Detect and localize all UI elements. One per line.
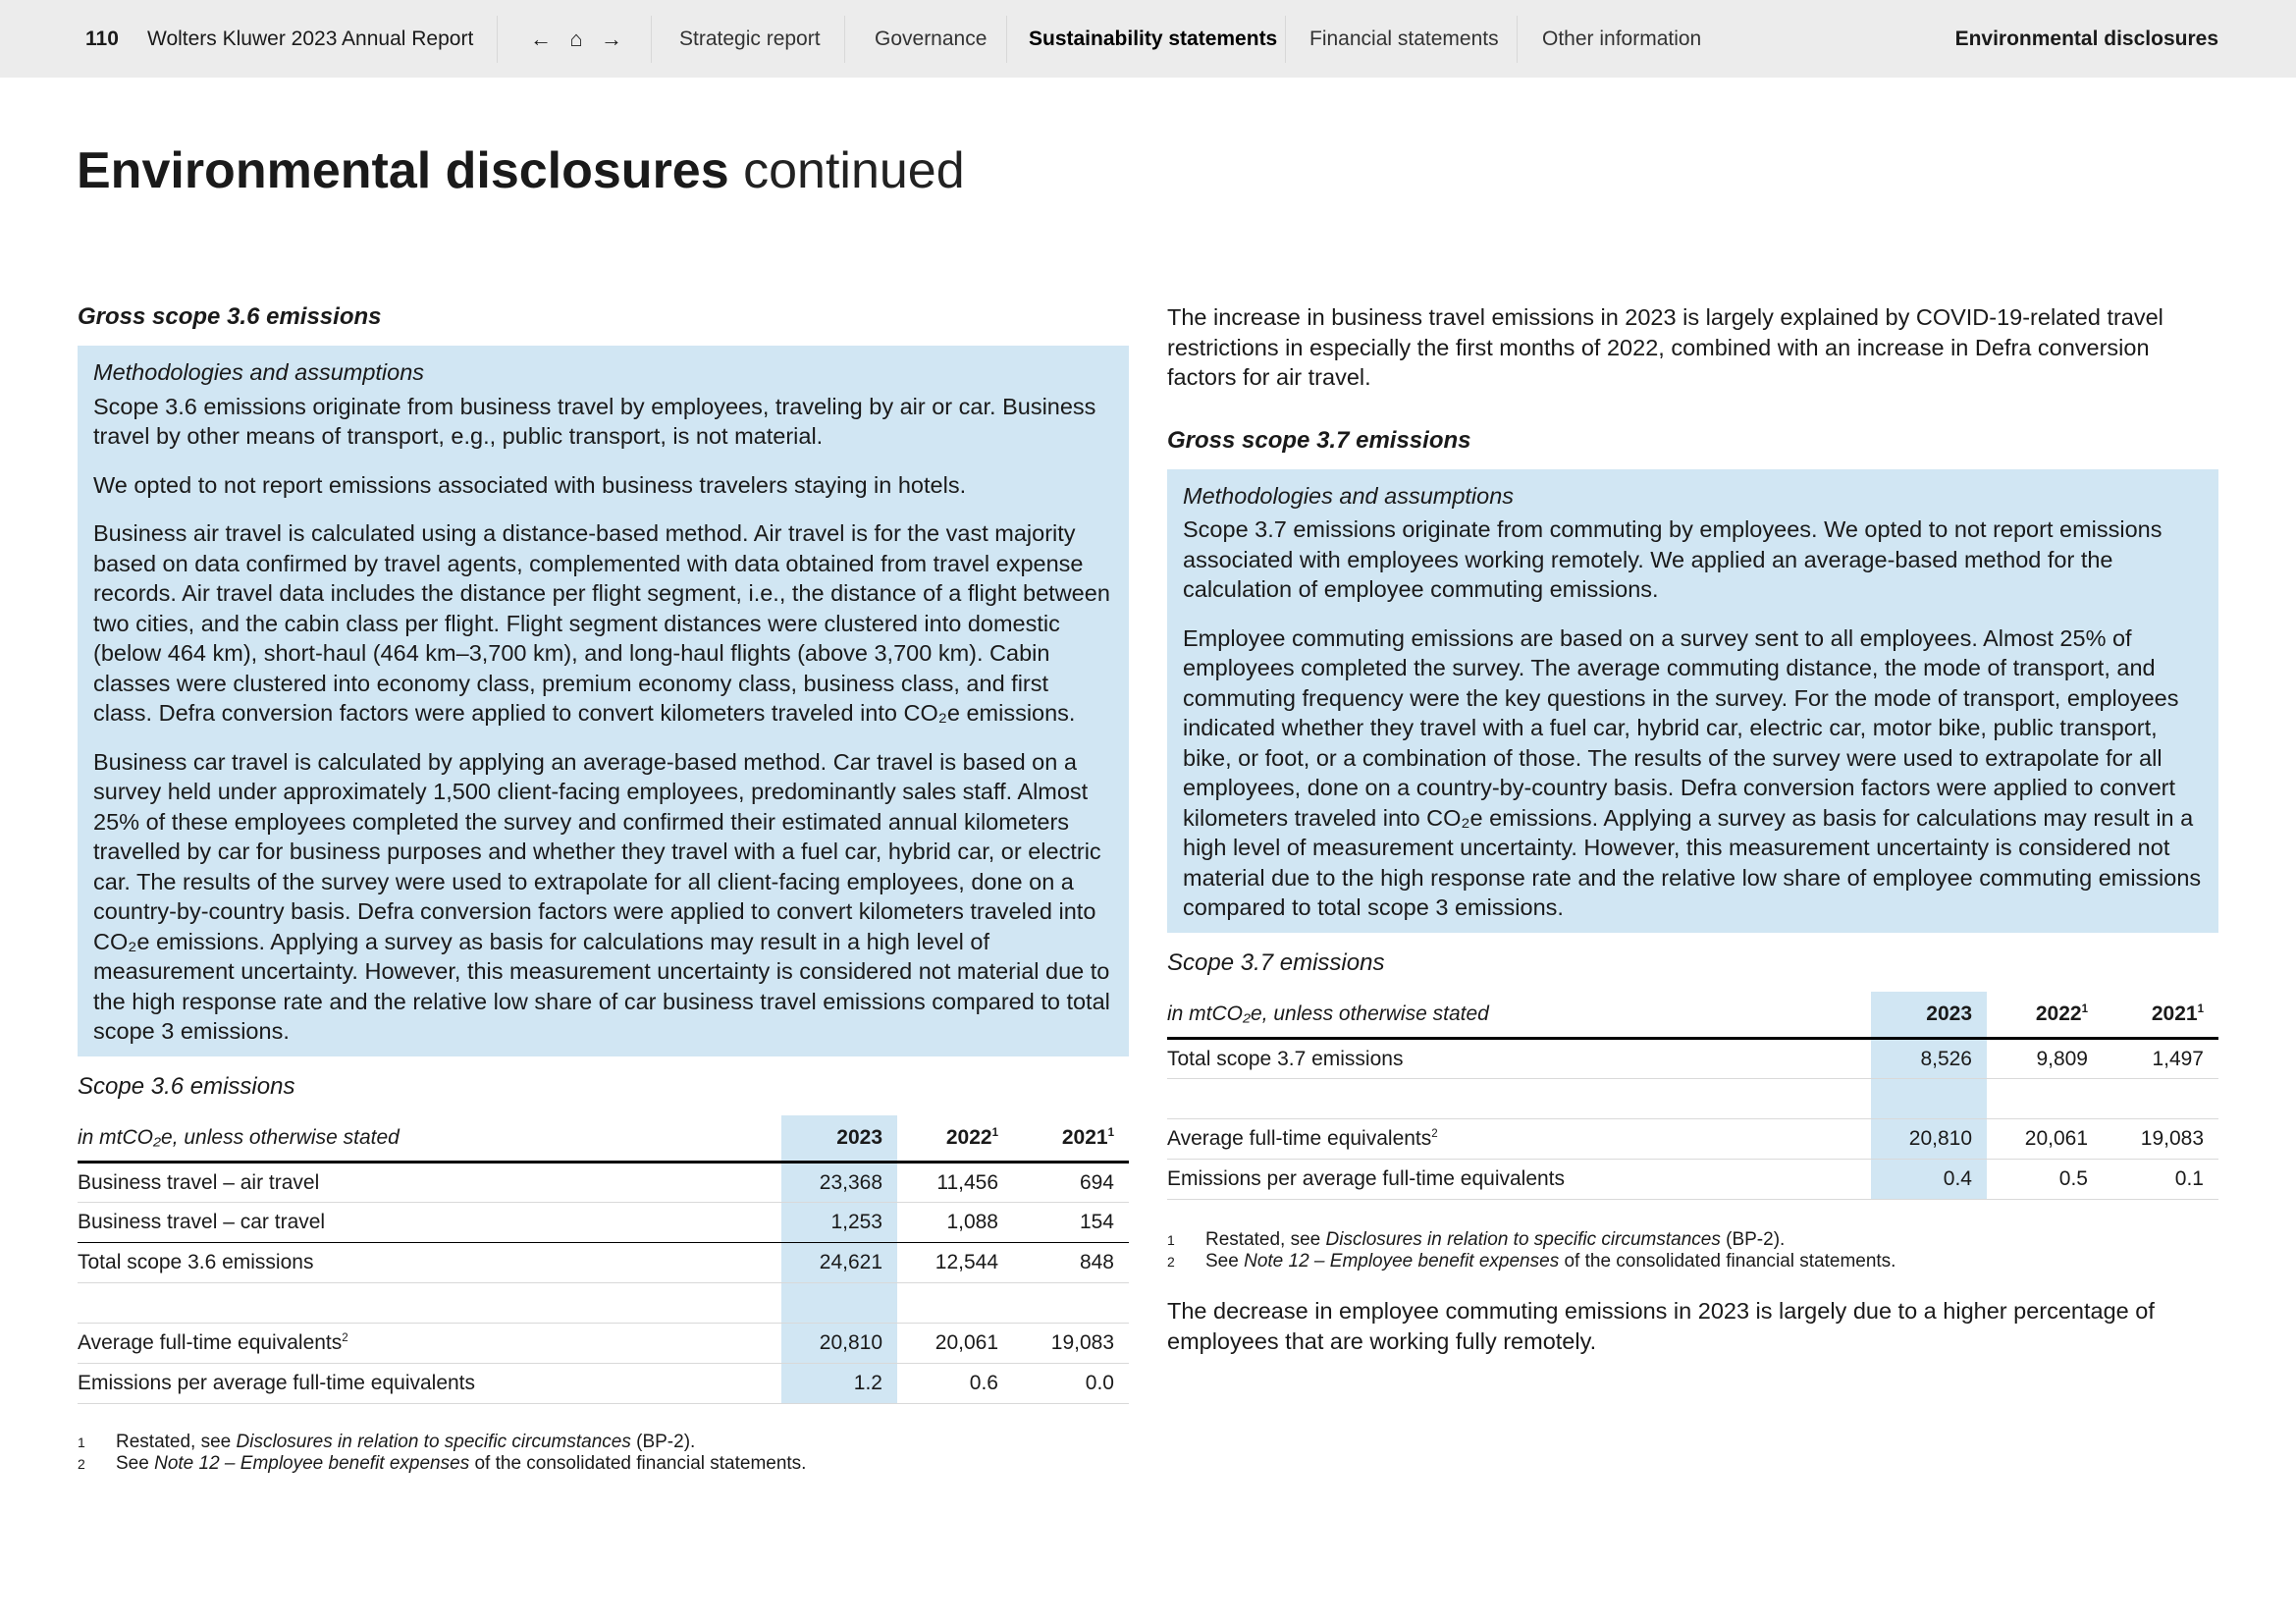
page-title [77,139,965,202]
footnote-reference-link[interactable]: Disclosures in relation to specific circumstances [236,1432,631,1452]
table-spacer-row [78,1283,1129,1324]
table-row: Emissions per average full-time equivalents 1.2 0.6 0.0 [78,1364,1129,1404]
table-title-scope-3-6: Scope 3.6 emissions [78,1072,295,1100]
column-header-2021: 2021$^1$ [2103,992,2218,1039]
page-title-suffix: continued [728,142,965,199]
nav-other-information[interactable]: Other information [1542,27,1702,50]
divider [497,16,498,63]
divider [1285,16,1286,63]
table-spacer-row [1167,1079,2218,1119]
footnote: 1 Restated, see Disclosures in relation to specific circumstances (BP-2). [1167,1229,1786,1250]
table-title-scope-3-7: Scope 3.7 emissions [1167,948,1385,976]
closing-paragraph: The decrease in employee commuting emissions in 2023 is largely due to a higher percentage of employees that are working fully remotely. [1167,1298,2155,1354]
divider [1006,16,1007,63]
table-row: Emissions per average full-time equivalents 0.4 0.5 0.1 [1167,1160,2218,1200]
page-number: 110 [85,27,119,50]
page-title-main: Environmental disclosures [77,142,729,199]
table-row-total: Total scope 3.6 emissions 24,621 12,544 848 [78,1243,1129,1283]
arrow-left-icon[interactable]: ← [530,26,552,51]
table-row: Business travel – car travel 1,253 1,088 154 [78,1203,1129,1243]
nav-sustainability-statements[interactable]: Sustainability statements [1029,27,1278,50]
divider [1517,16,1518,63]
box-title: Methodologies and assumptions [1183,482,1515,509]
box-paragraph: Business car travel is calculated by applying an average-based method. Car travel is based on a survey held under approximately 1,500 client-facing employees, predominantly sales staff. Almost 25% of these employees completed the survey and confirmed their estimated annual kilometers travelled by car for business purposes and whether they travel with a fuel car, hybrid car, or electric car. The results of the survey were used to extrapolate for all client-facing employees, done on a country-by-country basis. Defra conversion factors were applied to convert kilometers traveled into CO₂e emissions. Applying a survey as basis for calculations may result in a high level of measurement uncertainty. However, this measurement uncertainty is considered not material due to the high response rate and the relative low share of car business travel emissions compared to total scope 3 emissions. [93,748,1110,1044]
top-nav-bar [0,0,2296,78]
footnote-reference-link[interactable]: Note 12 – Employee benefit expenses [154,1453,470,1474]
column-header-2022: 2022$^1$ [1987,992,2103,1039]
column-header-2021: 2021$^1$ [1013,1115,1129,1163]
unit-label: in mtCO₂e, unless otherwise stated [1167,992,1871,1039]
section-heading-scope-3-7: Gross scope 3.7 emissions [1167,426,1471,454]
footnotes-scope-3-6 [78,1432,1129,1475]
column-header-2022: 2022$^1$ [897,1115,1013,1163]
footnotes-scope-3-7 [1167,1229,2218,1272]
footnote: 1 Restated, see Disclosures in relation to specific circumstances (BP-2). [78,1432,696,1452]
footnote: 2 See Note 12 – Employee benefit expenses of the consolidated financial statements. [1167,1251,1896,1272]
box-title: Methodologies and assumptions [93,359,425,385]
column-header-2023: 2023 [1871,992,1987,1039]
scope-3-7-table [1167,992,2218,1201]
home-icon[interactable]: ⌂ [569,26,583,51]
methodology-box-scope-3-6 [78,346,1129,1056]
table-row-total: Total scope 3.7 emissions 8,526 9,809 1,497 [1167,1039,2218,1079]
table-row: Average full-time equivalents$^2$ 20,810 20,061 19,083 [1167,1119,2218,1160]
footnote: 2 See Note 12 – Employee benefit expenses of the consolidated financial statements. [78,1453,807,1474]
table-header-row [78,1115,1129,1163]
table-row: Average full-time equivalents$^2$ 20,810 20,061 19,083 [78,1324,1129,1364]
right-column [1167,302,2218,1356]
box-paragraph: We opted to not report emissions associated with business travelers staying in hotels. [93,471,967,498]
footnote-reference-link[interactable]: Note 12 – Employee benefit expenses [1244,1251,1560,1272]
nav-strategic-report[interactable]: Strategic report [679,27,821,50]
document-title[interactable]: Wolters Kluwer 2023 Annual Report [147,27,474,50]
current-section-label: Environmental disclosures [1954,27,2218,50]
left-column [78,302,1129,1475]
table-header-row [1167,992,2218,1039]
intro-paragraph: The increase in business travel emissions in 2023 is largely explained by COVID-19-related travel restrictions in especially the first months of 2022, combined with an increase in Defra conversion factors for air travel. [1167,304,2163,390]
divider [844,16,845,63]
methodology-box-scope-3-7 [1167,469,2218,933]
nav-icons [530,27,622,52]
nav-financial-statements[interactable]: Financial statements [1309,27,1499,50]
arrow-right-icon[interactable]: → [601,26,622,51]
section-heading-scope-3-6: Gross scope 3.6 emissions [78,303,382,330]
box-paragraph: Employee commuting emissions are based on a survey sent to all employees. Almost 25% of employees completed the survey. The average commuting distance, the mode of transport, and commuting frequency were the key questions in the survey. For the mode of transport, employees indicated whether they travel with a fuel car, hybrid car, electric car, motor bike, public transport, bike, or foot, or a combination of those. The results of the survey were used to extrapolate for all employees, done on a country-by-country basis. Defra conversion factors were applied to convert kilometers traveled into CO₂e emissions. Applying a survey as basis for calculations may result in a high level of measurement uncertainty. However, this measurement uncertainty is considered not material due to the high response rate and the relative low share of employee commuting emissions compared to total scope 3 emissions. [1183,624,2202,920]
nav-governance[interactable]: Governance [875,27,988,50]
column-header-2023: 2023 [781,1115,897,1163]
divider [651,16,652,63]
table-row: Business travel – air travel 23,368 11,456 694 [78,1163,1129,1203]
scope-3-6-table [78,1115,1129,1405]
box-paragraph: Scope 3.6 emissions originate from business travel by employees, traveling by air or car. Business travel by other means of transport, e.g., public transport, is not material. [93,393,1096,449]
box-paragraph: Scope 3.7 emissions originate from commuting by employees. We opted to not report emissions associated with employees working remotely. We applied an average-based method for the calculation of employee commuting emissions. [1183,516,2163,602]
footnote-reference-link[interactable]: Disclosures in relation to specific circumstances [1325,1229,1721,1250]
unit-label: in mtCO₂e, unless otherwise stated [78,1115,781,1163]
box-paragraph: Business air travel is calculated using a distance-based method. Air travel is for the vast majority based on data confirmed by travel agents, complemented with data obtained from travel expense records. Air travel data includes the distance per flight segment, i.e., the distance of a flight between two cities, and the cabin class per flight. Flight segment distances were clustered into domestic (below 464 km), short-haul (464 km–3,700 km), and long-haul flights (above 3,700 km). Cabin classes were clustered into economy class, premium economy class, business class, and first class. Defra conversion factors were applied to convert kilometers traveled into CO₂e emissions. [93,520,1110,726]
